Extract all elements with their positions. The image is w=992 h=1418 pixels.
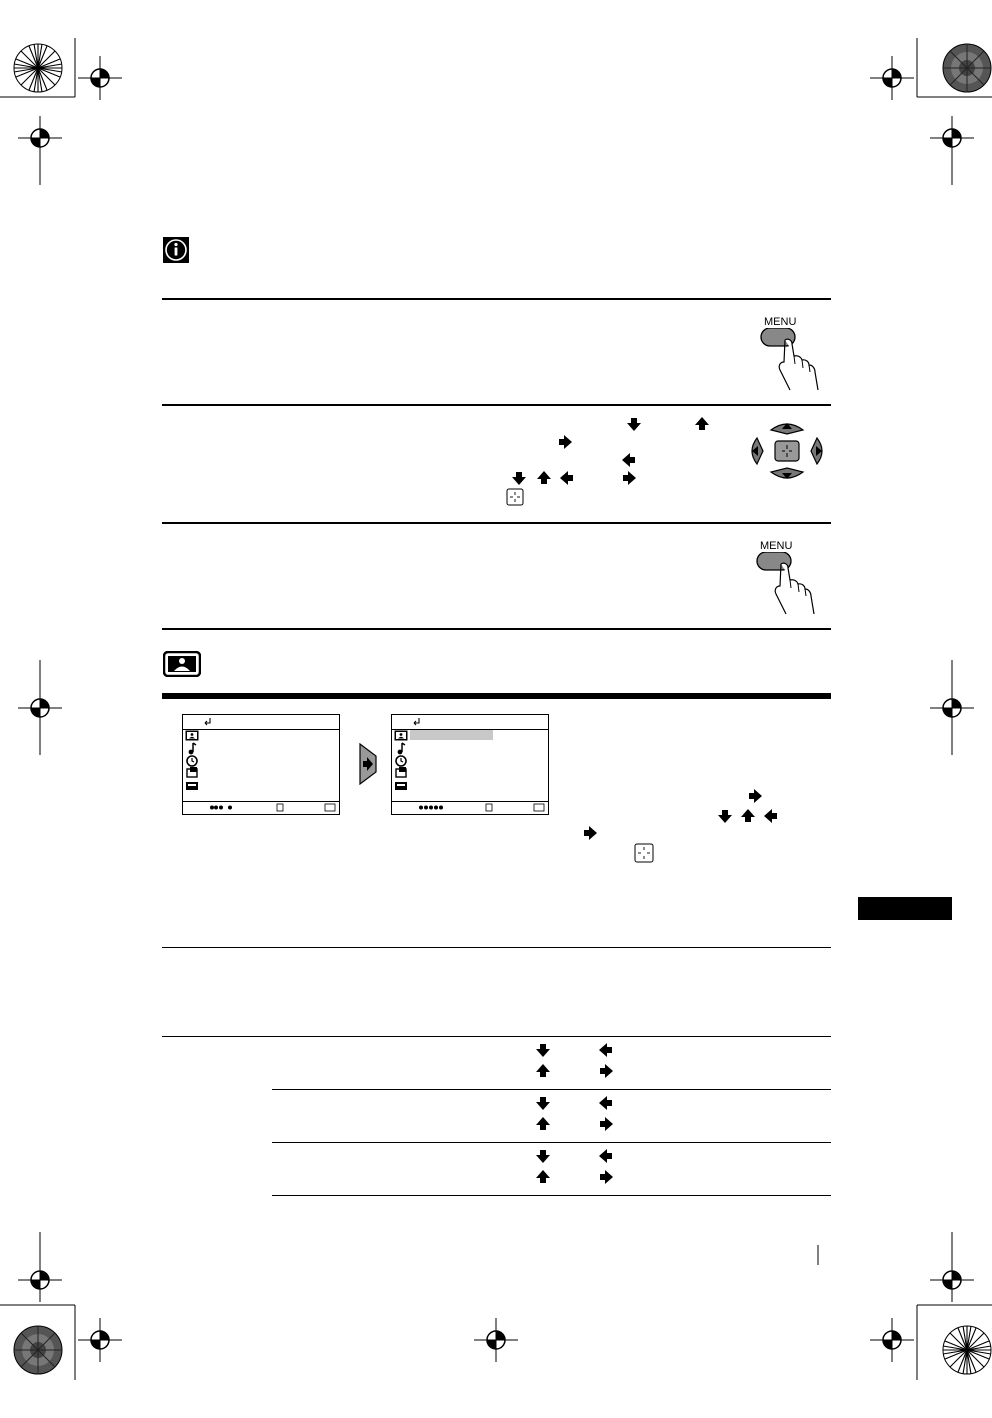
joystick-icon [749,420,825,482]
osd-footer-icons [417,803,545,812]
instruction-arrows-section-2 [490,414,720,506]
osd-footer-icons [208,803,336,812]
table-rule-3 [272,1195,831,1196]
info-icon [163,237,189,263]
picture-menu-icon [163,651,201,677]
picture-section-rule [162,693,831,699]
section-rule-6 [162,1036,831,1037]
language-tab [858,897,952,920]
hand-press-icon [748,552,818,618]
osd-menu-screen-2 [391,714,549,815]
osd-menu-screen-1 [182,714,340,815]
menu-button-label: MENU [760,540,793,552]
return-icon [412,717,422,727]
arrow-right-icon [358,743,378,785]
return-icon [203,717,213,727]
section-rule-5 [162,947,831,948]
menu-button-illustration-bottom [748,538,818,618]
section-rule-3 [162,522,831,524]
menu-button-illustration-top [752,314,822,394]
osd-highlighted-item [410,730,493,740]
menu-button-label: MENU [764,316,797,328]
hand-press-icon [752,328,822,394]
section-rule-4 [162,628,831,630]
osd-menu-icons [394,730,408,792]
instruction-arrows-picture-menu [575,786,790,866]
adjustment-table-arrows [528,1040,623,1190]
osd-menu-icons [185,730,199,792]
section-rule-2 [162,404,831,406]
section-rule-1 [162,298,831,300]
